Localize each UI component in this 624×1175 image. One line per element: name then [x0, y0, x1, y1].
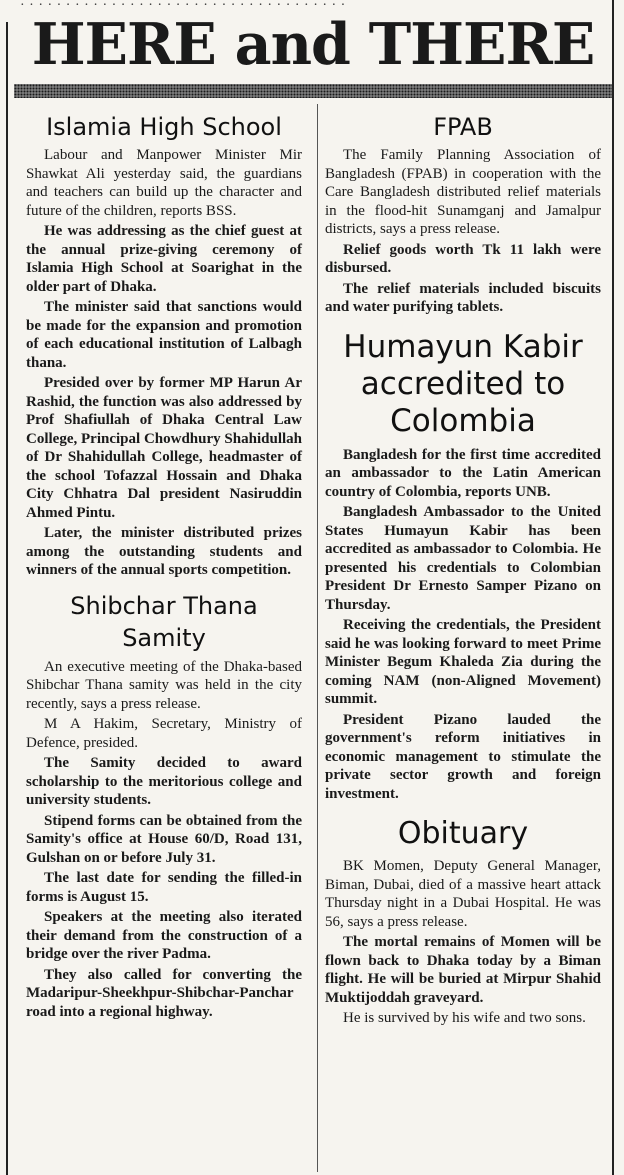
article-paragraph: An executive meeting of the Dhaka-based Shibchar Thana samity was held in the city recently, says a press release.	[26, 658, 302, 712]
article-paragraph: President Pizano lauded the government's reform initiatives in economic management to stimulate the private sector growth and foreign investment.	[325, 711, 601, 802]
article-headline: FPAB	[433, 113, 493, 141]
article-paragraph: They also called for converting the Madaripur-Sheekhpur-Shibchar-Panchar road into a regional highway.	[26, 966, 302, 1020]
article-paragraph: Later, the minister distributed prizes among the outstanding students and winners of the annual sports competition.	[26, 525, 302, 578]
article-paragraph: Presided over by former MP Harun Ar Rashid, the function was also addressed by Prof Shafiullah of Dhaka Central Law College, Principal Chowdhury Shahidullah of Dr Shahidullah College, headmaster of the school Tofazzal Hossain and Dhaka City Chhatra Dal president Nasiruddin Ahmed Pintu.	[26, 375, 302, 521]
article-paragraph: He is survived by his wife and two sons.	[343, 1010, 586, 1026]
left-column-rule	[6, 22, 8, 1175]
article-islamia	[26, 112, 302, 580]
article-paragraph: The relief materials included biscuits and water purifying tablets.	[325, 280, 601, 315]
article-paragraph: He was addressing as the chief guest at the annual prize-giving ceremony of Islamia High School at Soarighat in the older part of Dhaka.	[26, 223, 302, 295]
article-paragraph: Speakers at the meeting also iterated their demand from the construction of a bridge over the river Padma.	[26, 909, 302, 962]
halftone-divider	[14, 84, 612, 98]
article-kabir	[325, 329, 601, 804]
article-paragraph: Relief goods worth Tk 11 lakh were disbursed.	[325, 241, 601, 276]
article-headline: Obituary	[397, 816, 529, 851]
right-column-rule	[612, 0, 614, 1175]
article-obituary	[325, 815, 601, 1028]
article-paragraph: Bangladesh Ambassador to the United States Humayun Kabir has been accredited as ambassador to Colombia. He presented his credentials to Colombian President Dr Ernesto Samper Pizano on Thursday.	[325, 504, 601, 613]
article-paragraph: M A Hakim, Secretary, Ministry of Defence, presided.	[26, 716, 302, 751]
left-column	[26, 112, 302, 1023]
article-paragraph: BK Momen, Deputy General Manager, Biman, Dubai, died of a massive heart attack Thursday night in a Dubai Hospital. He was 56, says a press release.	[325, 858, 601, 930]
article-paragraph: The mortal remains of Momen will be flown back to Dhaka today by a Biman flight. He will be buried at Mirpur Shahid Muktijoddah graveyard.	[325, 934, 601, 1006]
article-paragraph: The last date for sending the filled-in forms is August 15.	[26, 870, 302, 905]
article-paragraph: The minister said that sanctions would be made for the expansion and promotion of each educational institution of Lalbagh thana.	[26, 299, 302, 371]
article-shibchar	[26, 590, 302, 1022]
article-paragraph: Labour and Manpower Minister Mir Shawkat Ali yesterday said, the guardians and teachers can build up the character and future of the children, reports BSS.	[26, 147, 302, 219]
article-paragraph: Stipend forms can be obtained from the Samity's office at House 60/D, Road 131, Gulshan on or before July 31.	[26, 812, 302, 866]
article-headline: Shibchar Thana Samity	[70, 591, 258, 652]
article-fpab	[325, 112, 601, 317]
previous-article-fragment: · · · · · · · · · · · · · · · · · · · · · · · · · · · · · · · · · · · ·	[20, 0, 346, 12]
right-column	[325, 112, 601, 1030]
section-masthead: HERE and THERE	[31, 11, 595, 78]
article-headline: Islamia High School	[46, 113, 282, 141]
center-column-rule	[317, 104, 318, 1172]
article-paragraph: Receiving the credentials, the President said he was looking forward to meet Prime Minister Begum Khaleda Zia during the coming NAM (non-Aligned Movement) summit.	[325, 617, 601, 707]
article-paragraph: The Family Planning Association of Bangladesh (FPAB) in cooperation with the Care Bangladesh distributed relief materials in the flood-hit Sunamganj and Jamalpur districts, says a press release.	[325, 147, 601, 237]
article-headline: Humayun Kabir accredited to Colombia	[343, 328, 583, 439]
article-paragraph: Bangladesh for the first time accredited an ambassador to the Latin American country of Colombia, reports UNB.	[325, 446, 601, 500]
article-paragraph: The Samity decided to award scholarship to the meritorious college and university students.	[26, 755, 302, 808]
